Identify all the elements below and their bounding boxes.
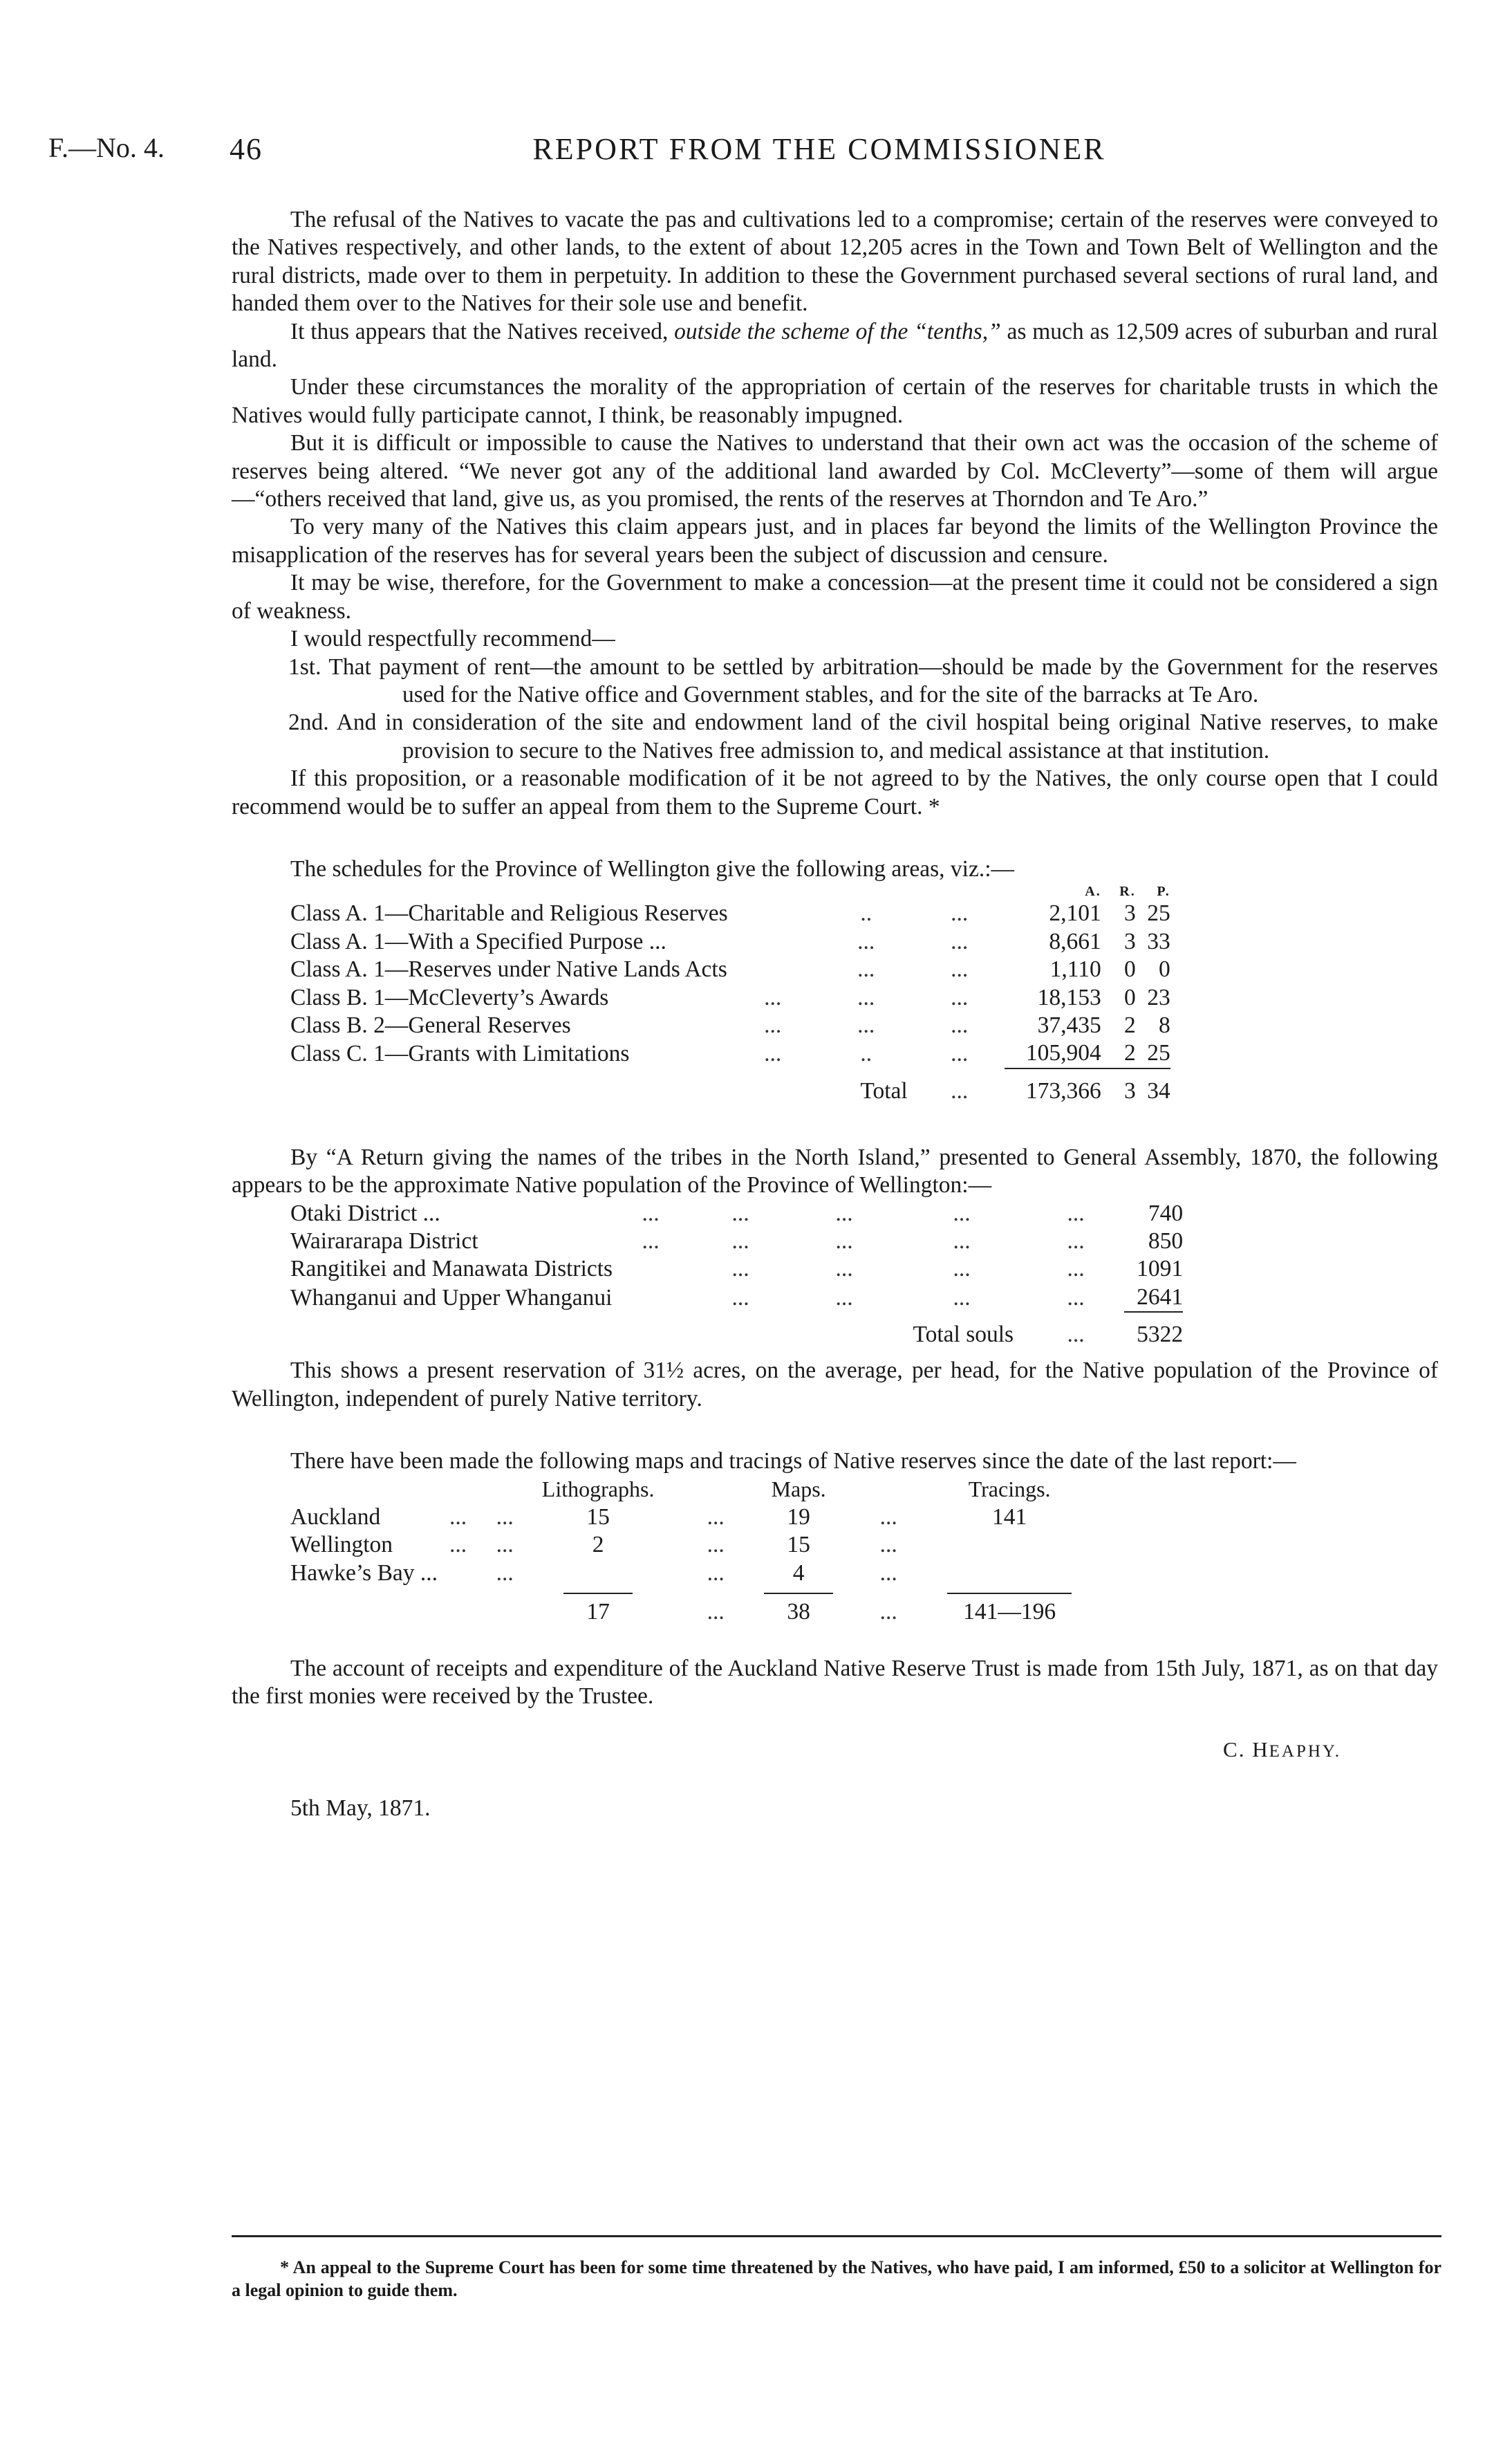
- paragraph-recommend: I would respectfully recommend—: [290, 626, 615, 652]
- population-value: 850: [1148, 1228, 1184, 1254]
- maps-total-maps: 38: [764, 1593, 833, 1630]
- population-total-label: Total souls: [913, 1322, 1014, 1348]
- page-number: 46: [230, 132, 263, 166]
- table-row: Class A. 1—Reserves under Native Lands Acts ... ... 1,110 0 0: [290, 956, 1170, 983]
- areas-total-acres: 173,366: [1005, 1068, 1101, 1113]
- area-perches: 0: [1158, 956, 1170, 983]
- maps-table: [290, 1475, 1089, 1637]
- area-roods: 3: [1123, 928, 1136, 954]
- paragraph-reservation: This shows a present reservation of 31½ acres, on the average, per head, for the Native population of the Province of Wellington, independent of purely Native territory.: [232, 1358, 1438, 1412]
- paragraph-tenths-b: as much as 12,509 acres of suburban and rural land.: [232, 318, 1438, 373]
- area-class-label: Class B. 2—General Reserves: [290, 1012, 571, 1038]
- areas-total-perches: 34: [1136, 1068, 1170, 1113]
- signature-initial: C. H: [1223, 1737, 1269, 1761]
- maps-litho-value: 2: [592, 1532, 604, 1558]
- population-table: [290, 1200, 1183, 1358]
- paragraph-tenths: [232, 318, 1438, 374]
- areas-total-roods: 3: [1101, 1068, 1136, 1113]
- report-date: 5th May, 1871.: [290, 1795, 431, 1822]
- table-row: Class B. 1—McCleverty’s Awards ... ... ... 18,153 0 23: [290, 984, 1170, 1012]
- area-class-label: Class A. 1—With a Specified Purpose ...: [290, 928, 666, 954]
- maps-col-maps: Maps.: [771, 1477, 826, 1502]
- area-roods: 3: [1123, 900, 1136, 927]
- paragraph-appeal: If this proposition, or a reasonable modification of it be not agreed to by the Natives, the only course open that I could recommend would be to suffer an appeal from them to the Supreme Court. *: [232, 766, 1438, 820]
- maps-maps-value: 15: [787, 1532, 810, 1558]
- area-perches: 33: [1147, 928, 1170, 954]
- areas-total-row: Total ... 173,366 3 34: [290, 1068, 1170, 1113]
- paragraph-maps: There have been made the following maps and tracings of Native reserves since the date of the last report:—: [290, 1448, 1296, 1474]
- area-acres: 37,435: [1037, 1012, 1101, 1038]
- maps-region-label: Auckland: [290, 1503, 381, 1530]
- population-total-row: Total souls ... 5322: [290, 1312, 1183, 1357]
- area-acres: 8,661: [1049, 928, 1101, 954]
- maps-tracings-value: [930, 1559, 1089, 1587]
- area-roods: 2: [1123, 1012, 1136, 1038]
- page-title: REPORT FROM THE COMMISSIONER: [532, 132, 1106, 166]
- table-row: Class A. 1—With a Specified Purpose ... ... ... 8,661 3 33: [290, 928, 1170, 956]
- areas-table: [290, 883, 1170, 1113]
- table-row: Otaki District ... ... ... ... ... ... 740: [290, 1200, 1183, 1228]
- table-row: Class B. 2—General Reserves ... ... ... 37,435 2 8: [290, 1012, 1170, 1039]
- district-label: Otaki District ...: [290, 1200, 440, 1226]
- report-body: [232, 206, 1438, 1823]
- area-roods: 0: [1123, 984, 1136, 1010]
- paragraph-claim: To very many of the Natives this claim appears just, and in places far beyond the limits of the Wellington Province the misapplication of the reserves has for several years been the subject of discussion and censure.: [232, 514, 1438, 568]
- table-row: Whanganui and Upper Whanganui ... ... ... ... 2641: [290, 1284, 1183, 1312]
- maps-litho-value: 15: [586, 1503, 610, 1530]
- area-perches: 25: [1147, 900, 1170, 927]
- population-value: 740: [1148, 1200, 1184, 1226]
- paragraph-tenths-a: It thus appears that the Natives received,: [290, 318, 675, 344]
- paragraph-compromise: The refusal of the Natives to vacate the pas and cultivations led to a compromise; certain of the reserves were conveyed to the Natives respectively, and other lands, to the extent of about 12,205 acres in the Town and Town Belt of Wellington and the rural districts, made over to them in perpetuity. In addition to these the Government purchased several sections of rural land, and handed them over to the Natives for their sole use and benefit.: [232, 207, 1438, 317]
- paragraph-schedules: The schedules for the Province of Wellington give the following areas, viz.:—: [290, 855, 1015, 882]
- maps-total-row: 17 ... 38 ... 141—196: [290, 1587, 1089, 1637]
- maps-total-litho: 17: [563, 1593, 633, 1630]
- areas-total-label: Total: [860, 1077, 908, 1104]
- population-total-value: 5322: [1124, 1312, 1183, 1357]
- maps-region-label: Wellington: [290, 1532, 393, 1558]
- areas-table-header: [290, 883, 1170, 900]
- maps-tracings-value: 141: [992, 1503, 1027, 1530]
- area-perches: 23: [1147, 984, 1170, 1010]
- table-row: Wellington ... ... 2 ... 15 ...: [290, 1531, 1089, 1559]
- area-class-label: Class B. 1—McCleverty’s Awards: [290, 984, 609, 1010]
- paragraph-return: By “A Return giving the names of the tribes in the North Island,” presented to General Assembly, 1870, the following appears to be the approximate Native population of the Province of Wellington:—: [232, 1144, 1438, 1198]
- areas-col-roods: R.: [1119, 884, 1136, 900]
- paragraph-tenths-emphasis: outside the scheme of the “tenths,”: [674, 318, 1001, 344]
- population-value: 1091: [1137, 1256, 1184, 1282]
- maps-tracings-value: [930, 1531, 1089, 1559]
- area-roods: 2: [1123, 1040, 1136, 1066]
- document-reference: F.—No. 4.: [48, 132, 165, 163]
- population-value: 2641: [1137, 1284, 1184, 1310]
- table-row: Class A. 1—Charitable and Religious Reserves .. ... 2,101 3 25: [290, 900, 1170, 927]
- area-class-label: Class C. 1—Grants with Limitations: [290, 1041, 630, 1067]
- maps-table-header: [290, 1475, 1089, 1503]
- recommendation-first: 1st. That payment of rent—the amount to be settled by arbitration—should be made by the Government for the reserves used for the Native office and Government stables, and for the site of the barracks at Te Aro.: [288, 654, 1438, 707]
- area-perches: 25: [1147, 1040, 1170, 1066]
- page-header: [48, 131, 1466, 173]
- area-class-label: Class A. 1—Charitable and Religious Reserves: [290, 900, 728, 927]
- table-row: Rangitikei and Manawata Districts ... ... ... ... 1091: [290, 1255, 1183, 1283]
- district-label: Wairararapa District: [290, 1228, 478, 1254]
- maps-maps-value: 4: [792, 1559, 805, 1586]
- maps-total-tracings: 141—196: [947, 1593, 1072, 1630]
- area-roods: 0: [1123, 956, 1136, 983]
- paragraph-concession: It may be wise, therefore, for the Government to make a concession—at the present time it could not be considered a sign of weakness.: [232, 570, 1438, 624]
- area-acres: 18,153: [1037, 984, 1101, 1010]
- maps-col-lithographs: Lithographs.: [541, 1477, 655, 1502]
- maps-region-label: Hawke’s Bay ...: [290, 1559, 438, 1586]
- maps-col-tracings: Tracings.: [968, 1477, 1051, 1502]
- table-row: Hawke’s Bay ... ... ... 4 ...: [290, 1559, 1089, 1587]
- area-class-label: Class A. 1—Reserves under Native Lands Acts: [290, 956, 727, 983]
- paragraph-account: The account of receipts and expenditure of the Auckland Native Reserve Trust is made from 15th July, 1871, as on that day the first monies were received by the Trustee.: [232, 1656, 1438, 1710]
- table-row: Auckland ... ... 15 ... 19 ... 141: [290, 1503, 1089, 1531]
- footnote-divider: [232, 2235, 1441, 2237]
- signature: [232, 1736, 1438, 1766]
- paragraph-difficulty: But it is difficult or impossible to cause the Natives to understand that their own act was the occasion of the scheme of reserves being altered. “We never got any of the additional land awarded by Col. McCleverty”—some of them will argue—“others received that land, give us, as you promised, the rents of the reserves at Thorndon and Te Aro.”: [232, 430, 1438, 512]
- areas-col-perches: P.: [1157, 884, 1170, 900]
- district-label: Whanganui and Upper Whanganui: [290, 1284, 613, 1311]
- table-row: Wairararapa District ... ... ... ... ... 850: [290, 1228, 1183, 1255]
- maps-litho-value: [515, 1559, 681, 1587]
- district-label: Rangitikei and Manawata Districts: [290, 1256, 613, 1282]
- paragraph-morality: Under these circumstances the morality of the appropriation of certain of the reserves for charitable trusts in which the Natives would fully participate cannot, I think, be reasonably impugned.: [232, 374, 1438, 428]
- recommendation-second: 2nd. And in consideration of the site and endowment land of the civil hospital being original Native reserves, to make provision to secure to the Natives free admission to, and medical assistance at that institution.: [288, 710, 1438, 763]
- area-acres: 1,110: [1049, 956, 1101, 983]
- footnote: * An appeal to the Supreme Court has been for some time threatened by the Natives, who have paid, I am informed, £50 to a solicitor at Wellington for a legal opinion to guide them.: [232, 2257, 1441, 2300]
- table-row: Class C. 1—Grants with Limitations ... .. ... 105,904 2 25: [290, 1039, 1170, 1068]
- maps-maps-value: 19: [787, 1503, 810, 1530]
- signature-rest: EAPHY.: [1269, 1741, 1341, 1761]
- areas-col-acres: A.: [1085, 884, 1101, 900]
- area-acres: 105,904: [1025, 1040, 1101, 1066]
- area-acres: 2,101: [1049, 900, 1101, 927]
- area-perches: 8: [1158, 1012, 1170, 1038]
